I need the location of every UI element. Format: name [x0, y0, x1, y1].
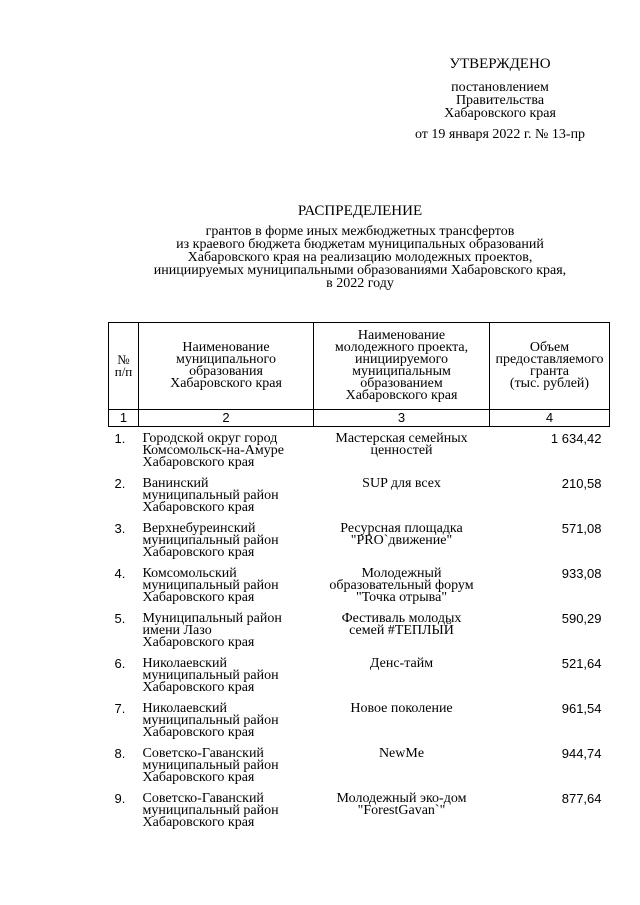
project-cell	[314, 568, 490, 613]
subtitle-line: в 2022 году	[326, 276, 394, 291]
amount-cell: 1 634,42	[550, 431, 602, 446]
column-index: 1	[109, 410, 139, 427]
amount-cell: 210,58	[561, 476, 602, 491]
document-title: РАСПРЕДЕЛЕНИЕ	[297, 203, 423, 219]
municipality-line: Хабаровского края	[142, 545, 255, 560]
municipality-line: муниципальный район	[142, 668, 279, 683]
project-cell	[314, 478, 490, 523]
row-number: 6.	[114, 656, 126, 671]
table-row	[109, 748, 610, 793]
project-cell	[314, 658, 490, 703]
municipality-line: Городской округ город	[142, 431, 278, 446]
header-text: образованием	[360, 376, 443, 391]
header-text: Хабаровского края	[170, 376, 282, 391]
project-line: Денс-тайм	[369, 656, 434, 671]
project-line: "ForestGavan`"	[357, 803, 446, 818]
project-cell	[314, 613, 490, 658]
project-line: Ресурсная площадка	[340, 521, 463, 536]
subtitle-line: Хабаровского края на реализацию молодежных проектов,	[187, 250, 533, 265]
column-index-row	[109, 410, 610, 427]
municipality-line: Ванинский	[142, 476, 209, 491]
approval-stamp	[380, 58, 620, 141]
header-project	[314, 323, 490, 410]
project-cell	[314, 703, 490, 748]
row-number: 3.	[114, 521, 126, 536]
table-header-row	[109, 323, 610, 410]
table-row	[109, 478, 610, 523]
municipality-line: Хабаровского края	[142, 815, 255, 830]
municipality-line: Хабаровского края	[142, 500, 255, 515]
project-line: Фестиваль молодых	[341, 611, 462, 626]
header-text: муниципального	[176, 352, 276, 367]
municipality-line: Николаевский	[142, 656, 227, 671]
amount-cell: 590,29	[561, 611, 602, 626]
table-row	[109, 568, 610, 613]
approval-header: УТВЕРЖДЕНО	[449, 56, 551, 72]
amount-cell: 877,64	[561, 791, 602, 806]
project-line: Молодежный	[361, 566, 442, 581]
approval-date: от 19 января 2022 г. № 13-пр	[414, 127, 586, 142]
municipality-line: Николаевский	[142, 701, 227, 716]
municipality-line: Верхнебуреинский	[142, 521, 256, 536]
header-amount	[490, 323, 610, 410]
amount-cell: 571,08	[561, 521, 602, 536]
municipality-cell	[139, 523, 314, 568]
municipality-line: Муниципальный район	[142, 611, 282, 626]
amount-cell: 961,54	[561, 701, 602, 716]
approval-line: постановлением	[451, 80, 549, 95]
municipality-line: Хабаровского края	[142, 770, 255, 785]
municipality-line: муниципальный район	[142, 488, 279, 503]
table-row	[109, 793, 610, 838]
amount-cell: 933,08	[561, 566, 602, 581]
project-cell	[314, 523, 490, 568]
column-index: 3	[314, 410, 490, 427]
municipality-line: Хабаровского края	[142, 590, 255, 605]
header-text: Наименование	[182, 340, 270, 355]
project-line: семей #ТЕПЛЫЙ	[349, 623, 454, 638]
municipality-line: Хабаровского края	[142, 635, 255, 650]
table-row	[109, 703, 610, 748]
row-number: 8.	[114, 746, 126, 761]
project-line: Мастерская семейных	[335, 431, 468, 446]
project-line: Молодежный эко-дом	[336, 791, 467, 806]
header-text: инициируемого	[354, 352, 449, 367]
table-row	[109, 658, 610, 703]
project-line: ценностей	[370, 443, 433, 458]
table-row	[109, 613, 610, 658]
municipality-cell	[139, 613, 314, 658]
row-number: 4.	[114, 566, 126, 581]
project-line: NewMe	[378, 746, 425, 761]
municipality-line: Хабаровского края	[142, 455, 255, 470]
municipality-cell	[139, 703, 314, 748]
municipality-line: Комсомольский	[142, 566, 237, 581]
header-text: предоставляемого	[495, 352, 604, 367]
header-text: п/п	[114, 364, 133, 379]
municipality-line: имени Лазо	[142, 623, 212, 638]
column-index: 2	[139, 410, 314, 427]
municipality-cell	[139, 568, 314, 613]
table-body	[109, 427, 610, 839]
header-text: Наименование	[357, 328, 446, 343]
table-row	[109, 523, 610, 568]
header-text: образования	[189, 364, 263, 379]
header-num	[109, 323, 139, 410]
project-cell	[314, 793, 490, 838]
project-line: "Точка отрыва"	[355, 590, 448, 605]
header-text: №	[117, 352, 130, 367]
project-line: "PRO`движение"	[350, 533, 453, 548]
header-text: муниципальным	[352, 364, 451, 379]
subtitle-line: из краевого бюджета бюджетам муниципальных образований	[176, 237, 544, 252]
table-row	[109, 427, 610, 479]
municipality-line: Хабаровского края	[142, 725, 255, 740]
grants-table	[108, 322, 610, 838]
municipality-line: Советско-Гаванский	[142, 791, 264, 806]
row-number: 7.	[114, 701, 126, 716]
municipality-line: муниципальный район	[142, 713, 279, 728]
subtitle-line: инициируемых муниципальными образованиями Хабаровского края,	[153, 263, 567, 278]
project-cell	[314, 427, 490, 479]
row-number: 5.	[114, 611, 126, 626]
municipality-line: муниципальный район	[142, 758, 279, 773]
project-cell	[314, 748, 490, 793]
municipality-line: Хабаровского края	[142, 680, 255, 695]
municipality-cell	[139, 427, 314, 479]
column-index: 4	[490, 410, 610, 427]
project-line: SUP для всех	[362, 476, 441, 491]
municipality-line: Комсомольск-на-Амуре	[142, 443, 284, 458]
row-number: 2.	[114, 476, 126, 491]
header-text: молодежного проекта,	[334, 340, 469, 355]
row-number: 9.	[114, 791, 126, 806]
amount-cell: 521,64	[561, 656, 602, 671]
header-text: Хабаровского края	[345, 388, 458, 403]
document-heading	[100, 205, 620, 290]
municipality-cell	[139, 658, 314, 703]
header-text: Объем	[529, 340, 570, 355]
municipality-line: муниципальный район	[142, 533, 279, 548]
amount-cell: 944,74	[561, 746, 602, 761]
municipality-line: муниципальный район	[142, 803, 279, 818]
header-municipality	[139, 323, 314, 410]
header-text: гранта	[530, 364, 569, 379]
municipality-line: муниципальный район	[142, 578, 279, 593]
municipality-cell	[139, 748, 314, 793]
header-text: (тыс. рублей)	[509, 376, 590, 391]
approval-line: Хабаровского края	[444, 106, 556, 121]
subtitle-line: грантов в форме иных межбюджетных трансфертов	[205, 224, 515, 239]
row-number: 1.	[114, 431, 126, 446]
project-line: образовательный форум	[329, 578, 474, 593]
municipality-cell	[139, 793, 314, 838]
municipality-line: Советско-Гаванский	[142, 746, 264, 761]
municipality-cell	[139, 478, 314, 523]
project-line: Новое поколение	[350, 701, 453, 716]
approval-line: Правительства	[455, 93, 545, 108]
